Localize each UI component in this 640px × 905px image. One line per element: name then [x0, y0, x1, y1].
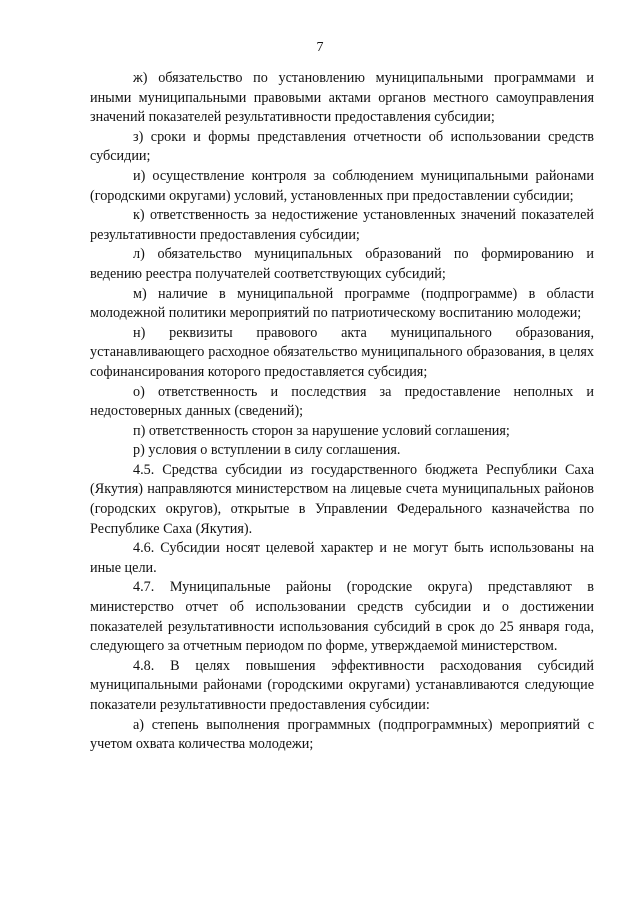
paragraph-k: к) ответственность за недостижение установленных значений показателей результативности предоставления субсидии;	[90, 207, 594, 243]
paragraph-n: н) реквизиты правового акта муниципального образования, устанавливающего расходное обязательство муниципального образования, в целях софинансирования которого предоставляется субсидия;	[90, 324, 594, 380]
paragraph-o: о) ответственность и последствия за предоставление неполных и недостоверных данных (сведений);	[90, 383, 594, 420]
paragraph-r: р) условия о вступлении в силу соглашения.	[133, 442, 401, 459]
paragraph-i: и) осуществление контроля за соблюдением муниципальными районами (городскими округами) условий, установленных при предоставлении субсидии;	[90, 167, 594, 204]
paragraph-l: л) обязательство муниципальных образований по формированию и ведению реестра получателей соответствующих субсидий;	[90, 246, 594, 282]
section-4-7: 4.7. Муниципальные районы (городские округа) представляют в министерство отчет об использовании средств субсидии и о достижении показателей результативности использования субсидий в срок до 25 января года, следующего за отчетным периодом по форме, утверждаемой министерством.	[90, 579, 594, 655]
section-4-8: 4.8. В целях повышения эффективности расходования субсидий муниципальными районами (городскими округами) устанавливаются следующие показатели результативности предоставления субсидии:	[90, 657, 594, 713]
paragraph-m: м) наличие в муниципальной программе (подпрограмме) в области молодежной политики мероприятий по патриотическому воспитанию молодежи;	[90, 285, 594, 322]
section-4-5: 4.5. Средства субсидии из государственного бюджета Республики Саха (Якутия) направляются министерством на лицевые счета муниципальных районов (городских округов), открытые в Управлении Федерального казначейства по Республике Саха (Якутия).	[90, 461, 594, 537]
paragraph-p: п) ответственность сторон за нарушение условий соглашения;	[133, 422, 510, 439]
document-body	[90, 69, 594, 755]
page-number: 7	[316, 40, 324, 55]
paragraph-zh: ж) обязательство по установлению муниципальными программами и иными муниципальными правовыми актами органов местного самоуправления значений показателей результативности предоставления субсидии;	[90, 70, 594, 126]
section-4-6: 4.6. Субсидии носят целевой характер и не могут быть использованы на иные цели.	[90, 540, 594, 576]
paragraph-a: а) степень выполнения программных (подпрограммных) мероприятий с учетом охвата количества молодежи;	[90, 716, 594, 753]
paragraph-z: з) сроки и формы представления отчетности об использовании средств субсидии;	[90, 128, 594, 165]
